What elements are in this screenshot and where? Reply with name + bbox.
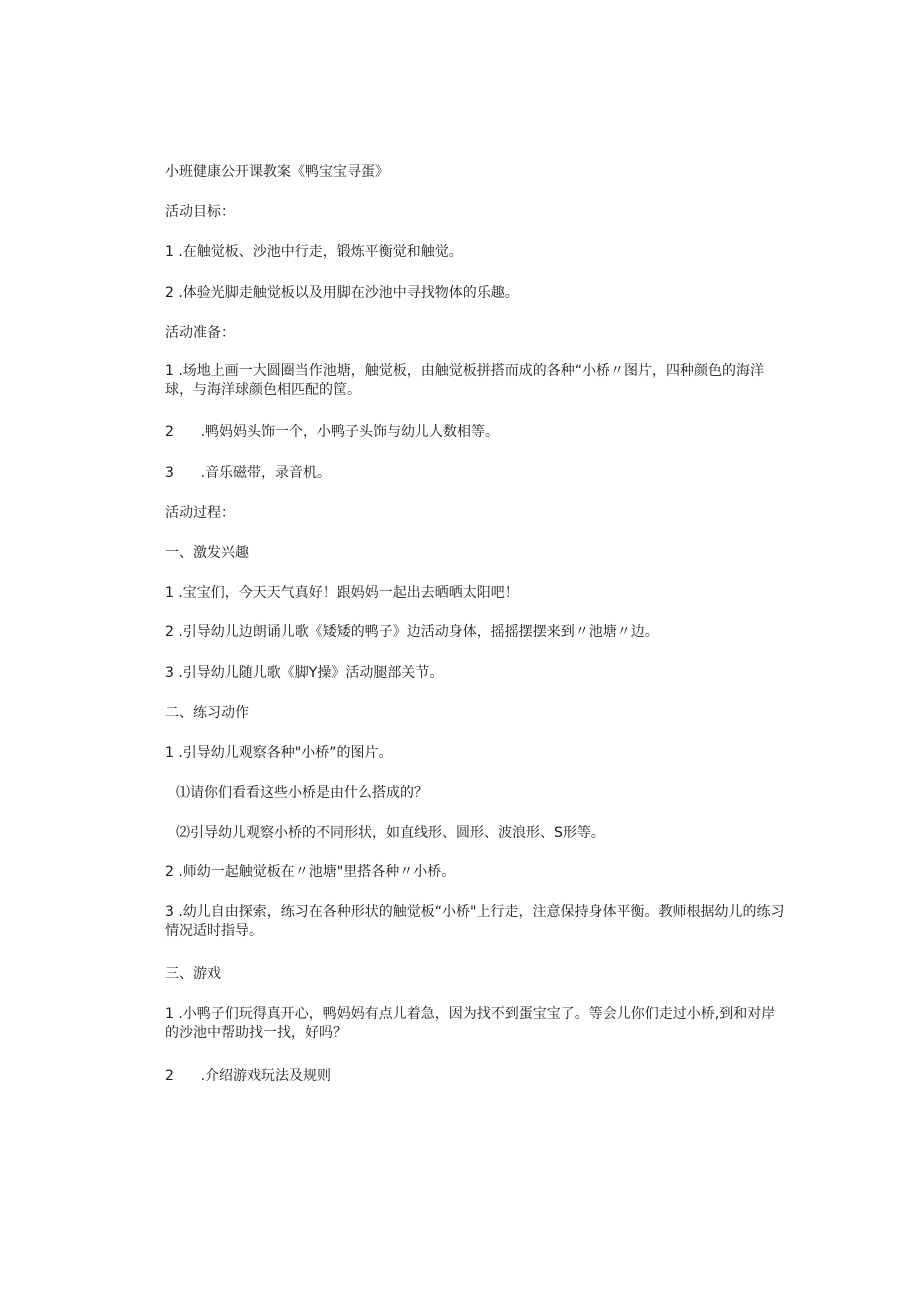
goals-heading: 活动目标：: [165, 204, 235, 220]
section1-item-1: 1 .宝宝们，今天天气真好！跟妈妈一起出去晒晒太阳吧！: [165, 585, 519, 601]
section3-item-2: 2 .介绍游戏玩法及规则: [165, 1068, 332, 1084]
goal-item-1: 1 .在触觉板、沙池中行走，锻炼平衡觉和触觉。: [165, 244, 463, 260]
section2-heading: 二、练习动作: [165, 705, 249, 721]
section3-heading: 三、游戏: [165, 966, 221, 982]
section1-item-3: 3 .引导幼儿随儿歌《脚Y操》活动腿部关节。: [165, 665, 444, 681]
prep-item-2: 2 .鸭妈妈头饰一个，小鸭子头饰与幼儿人数相等。: [165, 424, 500, 440]
prep-item-3: 3 .音乐磁带，录音机。: [165, 465, 332, 481]
section2-item-3: 3 .幼儿自由探索，练习在各种形状的触觉板“小桥"上行走，注意保持身体平衡。教师根据幼儿的练习情况适时指导。: [165, 904, 785, 939]
document-title: 小班健康公开课教案《鸭宝宝寻蛋》: [165, 164, 389, 180]
section2-subitem-2: ⑵引导幼儿观察小桥的不同形状，如直线形、圆形、波浪形、S形等。: [176, 825, 605, 841]
goal-item-2: 2 .体验光脚走触觉板以及用脚在沙池中寻找物体的乐趣。: [165, 285, 519, 301]
section2-item-1: 1 .引导幼儿观察各种"小桥”的图片。: [165, 745, 393, 761]
prep-heading: 活动准备：: [165, 325, 235, 341]
process-heading: 活动过程：: [165, 505, 235, 521]
section2-item-2: 2 .师幼一起触觉板在〃池塘"里搭各种〃小桥。: [165, 864, 456, 880]
section3-item-1: 1 .小鸭子们玩得真开心，鸭妈妈有点儿着急，因为找不到蛋宝宝了。等会儿你们走过小桥,到和对岸的沙池中帮助找一找，好吗？: [165, 1006, 776, 1041]
section2-subitem-1: ⑴请你们看看这些小桥是由什么搭成的？: [176, 785, 428, 801]
prep-item-1: 1 .场地上画一大圆圈当作池塘，触觉板，由触觉板拼搭而成的各种“小桥〃图片，四种颜色的海洋球，与海洋球颜色相匹配的筐。: [165, 363, 765, 398]
section1-heading: 一、激发兴趣: [165, 545, 249, 561]
section1-item-2: 2 .引导幼儿边朗诵儿歌《矮矮的鸭子》边活动身体，摇摇摆摆来到〃池塘〃边。: [165, 624, 659, 640]
